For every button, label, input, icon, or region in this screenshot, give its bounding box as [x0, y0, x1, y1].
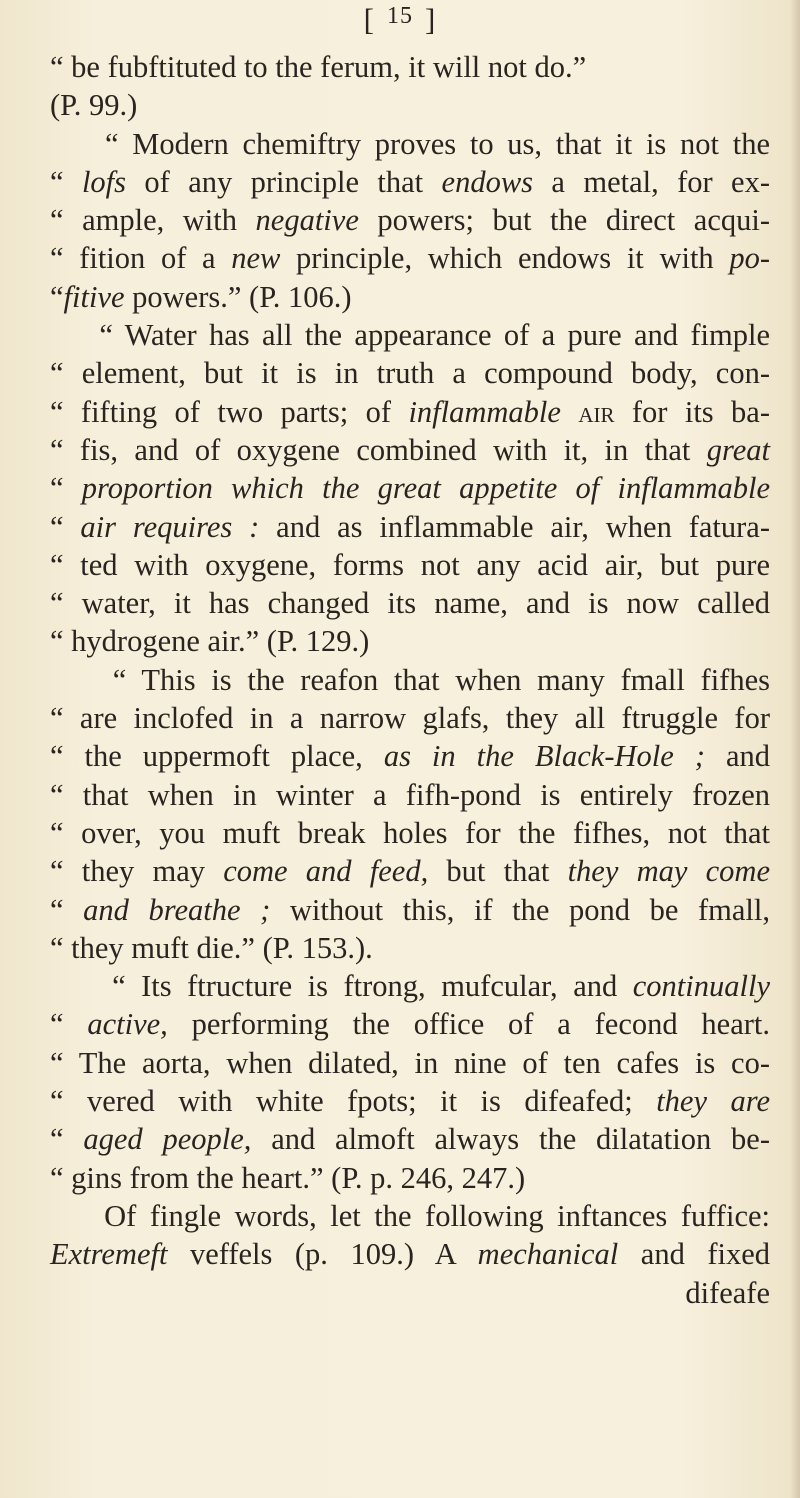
text-line [50, 1235, 770, 1273]
line-text: and [704, 739, 770, 774]
text-line [50, 852, 770, 890]
line-text: of any principle that [126, 164, 442, 199]
text-line [50, 469, 770, 507]
text-line [50, 393, 770, 431]
italic-text: air requires : [80, 509, 260, 544]
text-line [50, 622, 770, 660]
text-line [50, 201, 770, 239]
line-text: difeafe [685, 1275, 770, 1310]
text-line [50, 891, 770, 929]
line-text: “ they may [50, 854, 224, 889]
text-line [50, 48, 770, 86]
text-line [50, 125, 770, 163]
italic-text: come and feed, [223, 854, 429, 889]
line-text: and almoft always the dilatation be- [251, 1122, 771, 1157]
line-text: a metal, for ex- [533, 164, 770, 199]
text-line [50, 967, 770, 1005]
line-text: “ element, but it is in truth a compound body, con- [50, 356, 770, 391]
line-text: “ they muft die.” (P. 153.). [50, 930, 373, 965]
text-line [50, 1044, 770, 1082]
text-line [50, 584, 770, 622]
line-text: “ over, you muft break holes for the fifhes, not that [50, 815, 770, 850]
italic-text: they may come [567, 854, 770, 889]
line-text: “ [50, 509, 81, 544]
text-line [50, 1274, 770, 1312]
line-text: “ Modern chemiftry proves to us, that it is not the [50, 126, 770, 161]
italic-text: endows [441, 164, 534, 199]
page-number-header [0, 2, 800, 38]
text-line [50, 316, 770, 354]
line-text: and fixed [618, 1237, 770, 1272]
line-text: performing the office of a fecond heart. [167, 1007, 770, 1042]
line-text: but that [428, 854, 568, 889]
folio-close-bracket: ] [425, 2, 437, 37]
line-text: powers; but the direct acqui- [358, 203, 770, 238]
italic-text: Extremeft [50, 1237, 168, 1272]
text-line [50, 354, 770, 392]
line-text: “ the uppermoft place, [50, 739, 384, 774]
italic-text: inflammable [408, 394, 561, 429]
line-text: “ water, it has changed its name, and is now called [50, 586, 770, 621]
italic-text: mechanical [477, 1237, 619, 1272]
line-text: “ [50, 892, 84, 927]
text-line [50, 661, 770, 699]
text-line [50, 163, 770, 201]
italic-text: new [231, 241, 281, 276]
text-line [50, 431, 770, 469]
line-text: “ [50, 164, 82, 199]
line-text: “ vered with white fpots; it is difeafed; [50, 1084, 657, 1119]
italic-text: lofs [81, 164, 127, 199]
italic-text: po- [729, 241, 771, 276]
text-line [50, 1120, 770, 1158]
italic-text: fitive [63, 279, 125, 314]
text-line [50, 239, 770, 277]
line-text: “ [50, 471, 82, 506]
line-text: (P. 99.) [50, 88, 138, 123]
line-text: “ Its ftructure is ftrong, mufcular, and [50, 969, 633, 1004]
line-text [561, 395, 578, 429]
line-text: veffels (p. 109.) A [167, 1237, 478, 1272]
italic-text: great [706, 432, 770, 467]
line-text: “ gins from the heart.” (P. p. 246, 247.) [50, 1160, 526, 1195]
line-text: “ [50, 279, 64, 314]
text-line [50, 814, 770, 852]
page-edge-shadow [790, 0, 800, 1498]
line-text: “ [50, 1122, 84, 1157]
folio-open-bracket: [ [363, 2, 375, 37]
text-line [50, 929, 770, 967]
line-text: for its ba- [614, 394, 770, 429]
text-line [50, 86, 770, 124]
italic-text: active, [87, 1007, 168, 1042]
text-line [50, 1159, 770, 1197]
italic-text: continually [632, 969, 770, 1004]
text-line [50, 1197, 770, 1235]
line-text: and as inflammable air, when fatura- [259, 509, 770, 544]
italic-text: proportion which the great appetite of inflammable [81, 471, 770, 506]
line-text: “ that when in winter a fifh-pond is entirely frozen [50, 777, 770, 812]
italic-text: they are [656, 1084, 770, 1119]
line-text: “ hydrogene air.” (P. 129.) [50, 624, 370, 659]
line-text: powers.” (P. 106.) [124, 279, 352, 314]
text-line [50, 508, 770, 546]
text-line [50, 278, 770, 316]
line-text: “ be fubftituted to the ferum, it will not do.” [50, 50, 587, 84]
italic-text: as in the Black-Hole ; [383, 739, 705, 774]
line-text: “ ample, with [50, 203, 256, 238]
italic-text: negative [255, 203, 359, 238]
line-text: “ The aorta, when dilated, in nine of ten cafes is co- [50, 1045, 770, 1080]
line-text: “ fifting of two parts; of [50, 394, 409, 429]
small-caps-text: air [578, 394, 615, 429]
line-text: “ fis, and of oxygene combined with it, in that [50, 432, 707, 467]
italic-text: and breathe ; [83, 892, 271, 927]
line-text: “ This is the reafon that when many fmall fifhes [50, 662, 770, 697]
text-line [50, 776, 770, 814]
page-number: 15 [387, 3, 413, 29]
italic-text: aged people, [83, 1122, 252, 1157]
body-text [50, 48, 770, 1312]
text-line [50, 1005, 770, 1043]
text-line [50, 546, 770, 584]
line-text: “ [50, 1007, 88, 1042]
line-text: without this, if the pond be fmall, [270, 892, 770, 927]
text-line [50, 737, 770, 775]
line-text: “ ted with oxygene, forms not any acid air, but pure [50, 547, 770, 582]
line-text: “ are inclofed in a narrow glafs, they all ftruggle for [50, 701, 770, 736]
line-text: Of fingle words, let the following inftances fuffice: [50, 1198, 770, 1233]
line-text: principle, which endows it with [280, 241, 730, 276]
line-text: “ Water has all the appearance of a pure and fimple [50, 318, 770, 353]
line-text: “ fition of a [50, 241, 232, 276]
text-line [50, 699, 770, 737]
text-line [50, 1082, 770, 1120]
